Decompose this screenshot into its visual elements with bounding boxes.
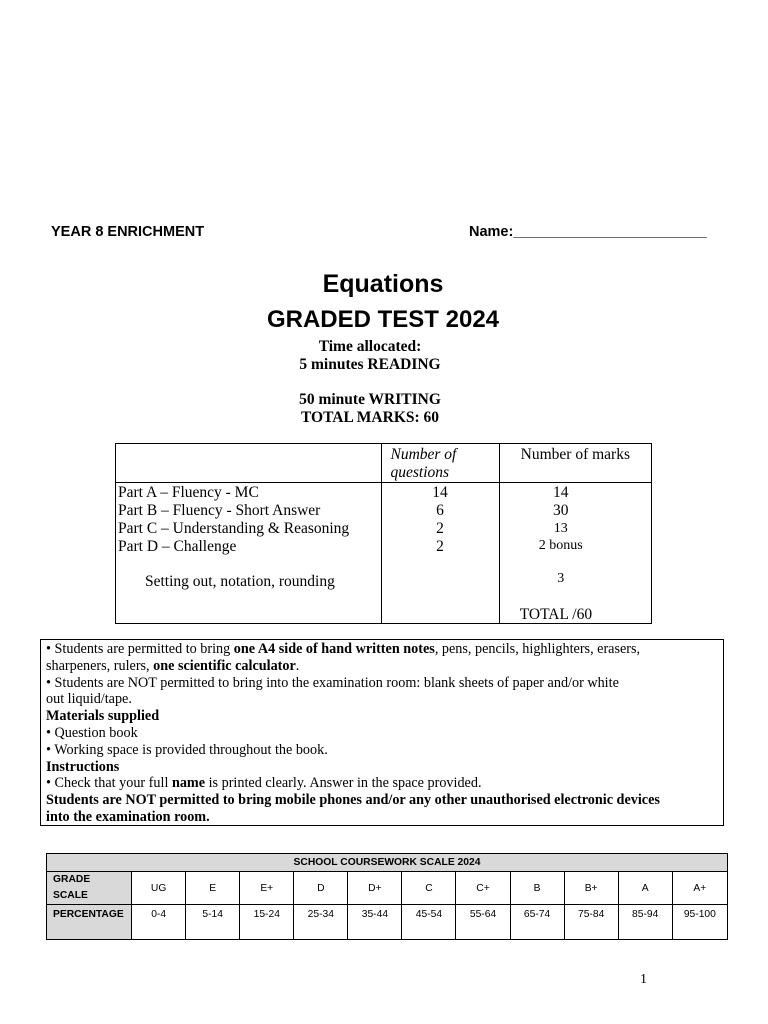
percentage-cell: 0-4 (132, 905, 186, 940)
materials-item-2: • Working space is provided throughout the book. (46, 741, 328, 758)
not-permitted-line-2: out liquid/tape. (46, 691, 132, 708)
grade-cell: D (294, 872, 348, 905)
permitted-items-line-2: sharpeners, rulers, one scientific calculator. (46, 657, 300, 674)
instructions-heading: Instructions (46, 758, 120, 775)
percentage-cell: 25-34 (294, 905, 348, 940)
not-permitted-line-1: • Students are NOT permitted to bring into the examination room: blank sheets of paper and/or white (46, 674, 619, 691)
marks-breakdown-table (115, 443, 652, 624)
part-a-marks: 14 (552, 484, 569, 501)
grade-row (47, 872, 728, 905)
percentage-cell: 5-14 (186, 905, 240, 940)
marks-header-blank (116, 444, 382, 483)
percentage-cell: 35-44 (348, 905, 402, 940)
reading-time: 5 minutes READING (299, 356, 441, 373)
setting-out-label: Setting out, notation, rounding (145, 573, 335, 590)
grade-cell: D+ (348, 872, 402, 905)
permitted-items-line-1: • Students are permitted to bring one A4 side of hand written notes, pens, pencils, highlighters, erasers, (46, 641, 641, 657)
part-b-questions: 6 (436, 502, 444, 519)
percentage-row (47, 905, 728, 940)
part-a-questions: 14 (432, 484, 448, 501)
percentage-cell: 85-94 (618, 905, 672, 940)
student-name-field[interactable]: Name:________________________ (469, 224, 707, 240)
grade-cell: UG (132, 872, 186, 905)
coursework-scale-table (46, 853, 728, 940)
grade-cell: C (402, 872, 456, 905)
percentage-cell: 65-74 (510, 905, 564, 940)
grade-cell: E (186, 872, 240, 905)
marks-header-questions: Number of questions (382, 444, 499, 483)
grade-cell: E+ (240, 872, 294, 905)
grade-cell: B (510, 872, 564, 905)
course-label: YEAR 8 ENRICHMENT (51, 224, 205, 240)
test-topic-title: Equations (322, 270, 444, 298)
grade-scale-label: GRADE SCALE (47, 872, 132, 905)
part-b-marks: 30 (552, 502, 569, 519)
test-title: GRADED TEST 2024 (266, 306, 500, 333)
instructions-item-1: • Check that your full name is printed clearly. Answer in the space provided. (46, 775, 482, 792)
materials-item-1: • Question book (46, 724, 138, 741)
percentage-cell: 45-54 (402, 905, 456, 940)
scale-table-caption: SCHOOL COURSEWORK SCALE 2024 (47, 854, 728, 872)
devices-warning-line-1: Students are NOT permitted to bring mobile phones and/or any other unauthorised electronic devices (46, 792, 660, 809)
materials-heading: Materials supplied (46, 708, 160, 725)
total-marks: TOTAL MARKS: 60 (300, 409, 440, 426)
marks-table-header (116, 444, 652, 483)
part-a-label: Part A – Fluency - MC (118, 484, 259, 501)
time-allocated-label: Time allocated: (318, 338, 422, 355)
setting-out-marks: 3 (557, 571, 565, 586)
part-d-questions: 2 (436, 538, 444, 555)
questions-column (382, 483, 499, 624)
grade-cell: B+ (564, 872, 618, 905)
part-c-questions: 2 (436, 520, 444, 537)
grade-cell: A (618, 872, 672, 905)
grade-cell: C+ (456, 872, 510, 905)
percentage-label: PERCENTAGE (47, 905, 132, 940)
percentage-cell: 15-24 (240, 905, 294, 940)
part-c-label: Part C – Understanding & Reasoning (118, 520, 350, 537)
part-b-label: Part B – Fluency - Short Answer (118, 502, 321, 519)
parts-column (116, 483, 382, 624)
percentage-cell: 75-84 (564, 905, 618, 940)
marks-column (499, 483, 651, 624)
part-d-label: Part D – Challenge (118, 538, 237, 555)
devices-warning-line-2: into the examination room. (46, 808, 210, 825)
exam-instructions-box (40, 639, 724, 826)
writing-time: 50 minute WRITING (299, 391, 441, 408)
percentage-cell: 95-100 (672, 905, 727, 940)
total-marks-cell: TOTAL /60 (519, 606, 593, 623)
page-number: 1 (640, 972, 647, 987)
marks-header-marks: Number of marks (499, 444, 651, 483)
part-d-marks: 2 bonus (538, 538, 583, 553)
percentage-cell: 55-64 (456, 905, 510, 940)
grade-cell: A+ (672, 872, 727, 905)
part-c-marks: 13 (553, 521, 568, 536)
